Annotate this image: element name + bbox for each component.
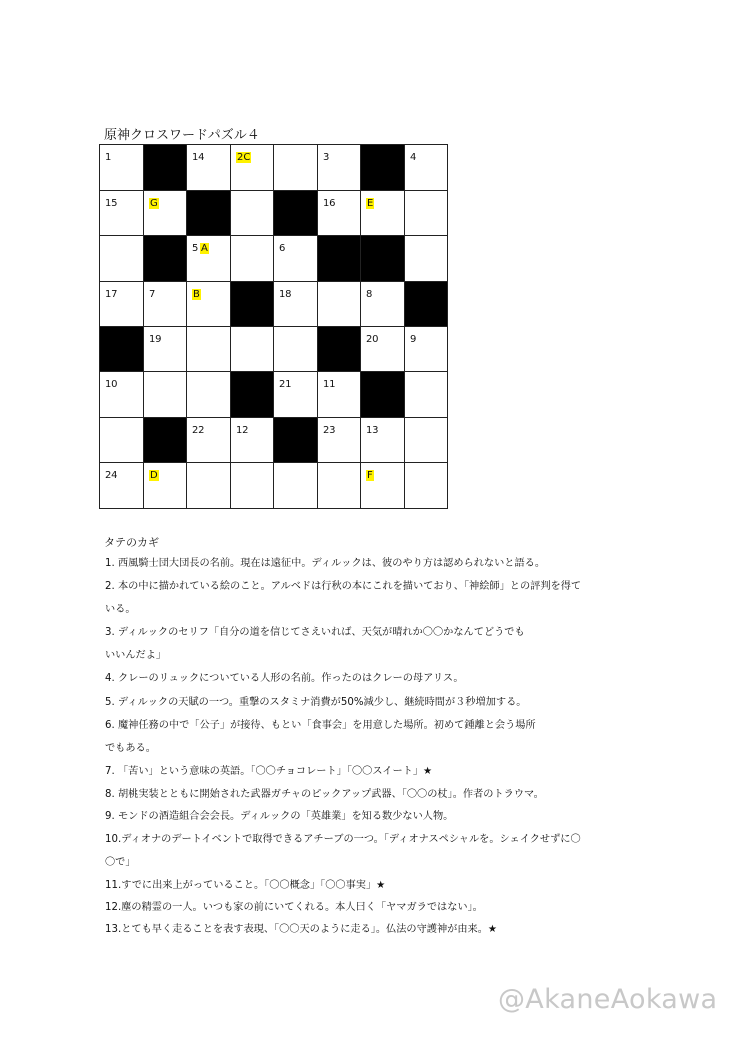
grid-cell[interactable] bbox=[405, 327, 448, 372]
black-cell bbox=[100, 327, 144, 372]
clue-number: 23 bbox=[323, 425, 336, 436]
grid-cell[interactable] bbox=[274, 145, 318, 191]
black-cell bbox=[274, 418, 318, 463]
clue-number: 3 bbox=[323, 152, 330, 163]
grid-cell[interactable] bbox=[405, 372, 448, 418]
clue-number: 20 bbox=[366, 334, 379, 345]
clue-line: 10.ディオナのデートイベントで取得できるアチーブの一つ。「ディオナスペシャルを。シェイクせずに〇 bbox=[105, 834, 581, 845]
grid-cell[interactable] bbox=[100, 282, 144, 327]
highlight-letter: E bbox=[367, 198, 374, 209]
grid-cell[interactable] bbox=[100, 145, 144, 191]
grid-cell[interactable] bbox=[100, 191, 144, 236]
grid-cell[interactable] bbox=[187, 327, 231, 372]
grid-cell[interactable] bbox=[231, 463, 274, 509]
clue-line: 7. 「苦い」という意味の英語。「〇〇チョコレート」「〇〇スイート」★ bbox=[105, 766, 433, 777]
clue-number: 12 bbox=[236, 425, 249, 436]
grid-cell[interactable] bbox=[361, 191, 405, 236]
clue-line: 9. モンドの酒造組合会会長。ディルックの「英雄業」を知る数少ない人物。 bbox=[105, 811, 454, 822]
grid-cell[interactable] bbox=[144, 282, 187, 327]
grid-cell[interactable] bbox=[187, 145, 231, 191]
grid-cell[interactable] bbox=[187, 418, 231, 463]
grid-cell[interactable] bbox=[144, 327, 187, 372]
black-cell bbox=[231, 372, 274, 418]
clue-line: 2. 本の中に描かれている絵のこと。アルベドは行秋の本にこれを描いており、「神絵師」との評判を得て bbox=[105, 581, 582, 592]
black-cell bbox=[405, 282, 448, 327]
grid-cell[interactable] bbox=[187, 372, 231, 418]
clue-line: でもある。 bbox=[105, 743, 156, 754]
grid-cell[interactable] bbox=[231, 145, 274, 191]
clue-number: 6 bbox=[279, 243, 286, 254]
clue-line: 8. 胡桃実装とともに開始された武器ガチャのピックアップ武器、「〇〇の杖」。作者のトラウマ。 bbox=[105, 789, 544, 800]
black-cell bbox=[231, 282, 274, 327]
clue-number: 4 bbox=[410, 152, 417, 163]
grid-cell[interactable] bbox=[274, 372, 318, 418]
grid-cell[interactable] bbox=[231, 418, 274, 463]
clue-number: 7 bbox=[149, 289, 156, 300]
clue-number: 9 bbox=[410, 334, 417, 345]
grid-cell[interactable] bbox=[405, 463, 448, 509]
clue-line: 4. クレーのリュックについている人形の名前。作ったのはクレーの母アリス。 bbox=[105, 673, 464, 684]
clue-line: 13.とても早く走ることを表す表現、「〇〇天のように走る」。仏法の守護神が由来。★ bbox=[105, 924, 498, 935]
clue-line: 3. ディルックのセリフ「自分の道を信じてさえいれば、天気が晴れか〇〇かなんてどうでも bbox=[105, 627, 525, 638]
clue-number: 18 bbox=[279, 289, 292, 300]
grid-cell[interactable] bbox=[318, 282, 361, 327]
clue-number: 11 bbox=[323, 379, 336, 390]
clue-number: 16 bbox=[323, 198, 336, 209]
black-cell bbox=[144, 236, 187, 282]
grid-cell[interactable] bbox=[318, 372, 361, 418]
grid-cell[interactable] bbox=[144, 372, 187, 418]
watermark: @AkaneAokawa bbox=[498, 984, 718, 1015]
black-cell bbox=[274, 191, 318, 236]
clue-line: 6. 魔神任務の中で「公子」が接待、もとい「食事会」を用意した場所。初めて鍾離と会う場所 bbox=[105, 720, 536, 731]
grid-cell[interactable] bbox=[405, 145, 448, 191]
black-cell bbox=[361, 236, 405, 282]
clue-number: 1 bbox=[105, 152, 112, 163]
clue-number: 15 bbox=[105, 198, 118, 209]
clue-line: いいんだよ」 bbox=[105, 650, 167, 661]
grid-cell[interactable] bbox=[361, 327, 405, 372]
grid-cell[interactable] bbox=[100, 463, 144, 509]
grid-cell[interactable] bbox=[231, 327, 274, 372]
clue-line: 11.すでに出来上がっていること。「〇〇概念」「〇〇事実」★ bbox=[105, 880, 386, 891]
clue-line: 〇で」 bbox=[105, 857, 136, 868]
grid-cell[interactable] bbox=[361, 418, 405, 463]
clue-line: 5. ディルックの天賦の一つ。重撃のスタミナ消費が50%減少し、継続時間が３秒増加する。 bbox=[105, 697, 527, 708]
clue-number: 19 bbox=[149, 334, 162, 345]
grid-cell[interactable] bbox=[274, 282, 318, 327]
highlight-letter: A bbox=[201, 243, 208, 254]
highlight-letter: B bbox=[193, 289, 200, 300]
grid-cell[interactable] bbox=[144, 463, 187, 509]
black-cell bbox=[361, 145, 405, 191]
grid-cell[interactable] bbox=[274, 236, 318, 282]
grid-cell[interactable] bbox=[318, 463, 361, 509]
clue-number: 13 bbox=[366, 425, 379, 436]
clue-line: 12.塵の精霊の一人。いつも家の前にいてくれる。本人曰く「ヤマガラではない」。 bbox=[105, 902, 483, 913]
highlight-letter: G bbox=[150, 198, 158, 209]
clue-number: 24 bbox=[105, 470, 118, 481]
grid-cell[interactable] bbox=[100, 418, 144, 463]
grid-cell[interactable] bbox=[100, 372, 144, 418]
highlight-letter: F bbox=[367, 470, 373, 481]
clue-number: 5 bbox=[192, 243, 199, 254]
grid-cell[interactable] bbox=[405, 191, 448, 236]
highlight-letter: 2C bbox=[237, 152, 251, 163]
grid-cell[interactable] bbox=[231, 191, 274, 236]
black-cell bbox=[361, 372, 405, 418]
clue-number: 8 bbox=[366, 289, 373, 300]
grid-cell[interactable] bbox=[405, 236, 448, 282]
black-cell bbox=[144, 145, 187, 191]
clue-number: 22 bbox=[192, 425, 205, 436]
grid-cell[interactable] bbox=[187, 236, 231, 282]
crossword-grid bbox=[99, 144, 448, 509]
grid-cell[interactable] bbox=[231, 236, 274, 282]
black-cell bbox=[144, 418, 187, 463]
black-cell bbox=[187, 191, 231, 236]
clue-line: いる。 bbox=[105, 604, 136, 615]
grid-cell[interactable] bbox=[318, 191, 361, 236]
grid-cell[interactable] bbox=[274, 327, 318, 372]
section-heading: タテのカギ bbox=[104, 536, 159, 549]
grid-cell[interactable] bbox=[361, 282, 405, 327]
grid-cell[interactable] bbox=[274, 463, 318, 509]
grid-cell[interactable] bbox=[361, 463, 405, 509]
clue-number: 17 bbox=[105, 289, 118, 300]
grid-cell[interactable] bbox=[100, 236, 144, 282]
grid-cell[interactable] bbox=[144, 191, 187, 236]
grid-cell[interactable] bbox=[405, 418, 448, 463]
grid-cell[interactable] bbox=[187, 282, 231, 327]
black-cell bbox=[318, 236, 361, 282]
grid-cell[interactable] bbox=[318, 145, 361, 191]
clue-number: 14 bbox=[192, 152, 205, 163]
clue-number: 21 bbox=[279, 379, 292, 390]
black-cell bbox=[318, 327, 361, 372]
highlight-letter: D bbox=[150, 470, 158, 481]
clue-line: 1. 西風騎士団大団長の名前。現在は遠征中。ディルックは、彼のやり方は認められないと語る。 bbox=[105, 558, 546, 569]
grid-cell[interactable] bbox=[318, 418, 361, 463]
grid-cell[interactable] bbox=[187, 463, 231, 509]
page-title: 原神クロスワードパズル４ bbox=[104, 128, 260, 143]
clue-number: 10 bbox=[105, 379, 118, 390]
